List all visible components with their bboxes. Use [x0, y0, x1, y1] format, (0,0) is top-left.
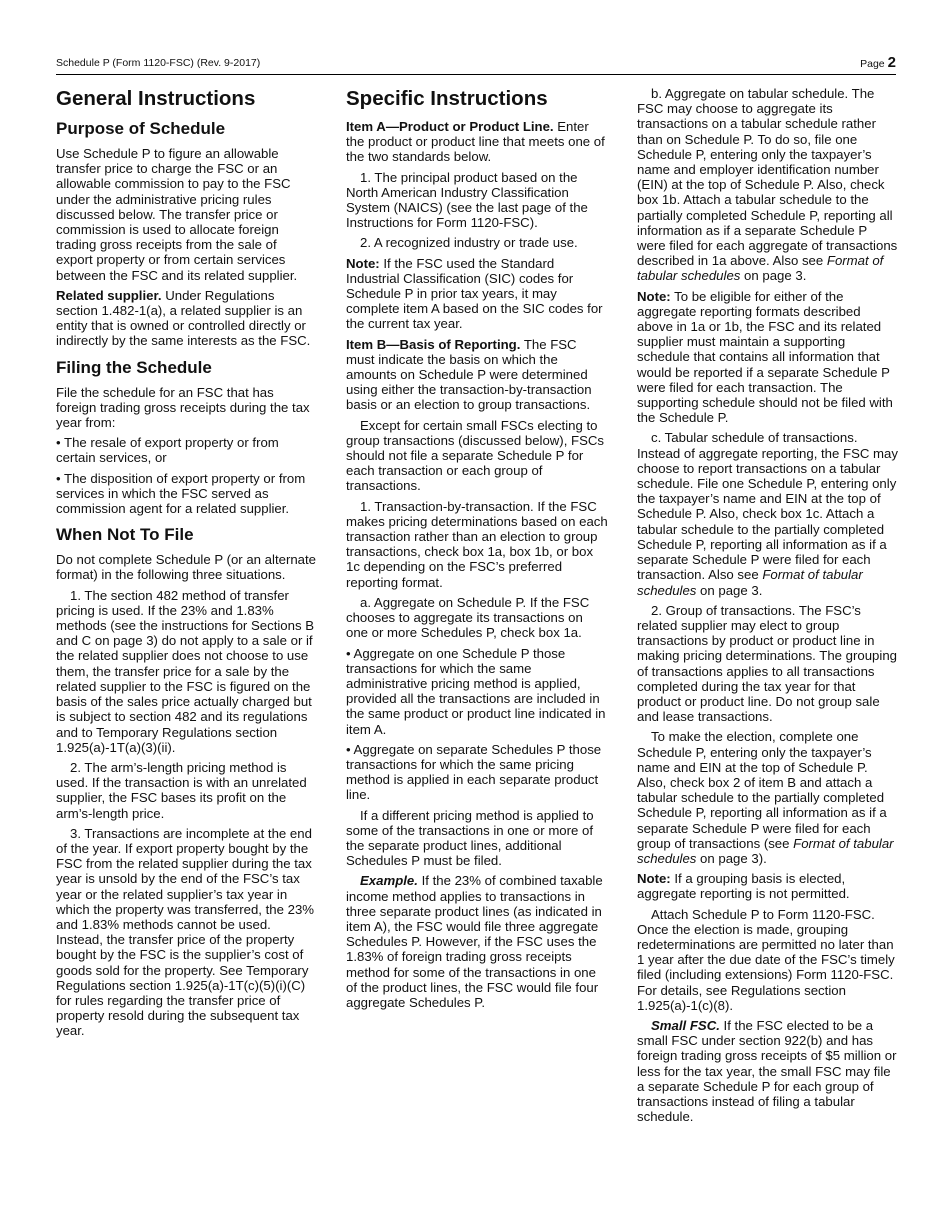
note-lead: Note: — [637, 288, 671, 304]
column-specific-instructions — [346, 84, 608, 1015]
note-lead: Note: — [346, 255, 380, 271]
filing-heading: Filing the Schedule — [56, 357, 212, 377]
page-label: Page — [860, 58, 885, 70]
related-supplier-text: Under Regulations section 1.482-1(a), a related supplier is an entity that is owned or controlled directly or indirectly by the same interests as the FSC. — [56, 287, 311, 349]
aggregate-tabular-text: b. Aggregate on tabular schedule. The FSC may choose to aggregate its transactions on a tabular schedule rather than on Schedule P. To do so, file one Schedule P, entering only the taxpayer’s name and employer identification number (EIN) at the top of Schedule P. Also, check box 1b. Attach a tabular schedule to the partially completed Schedule P, reporting all information as if a separate Schedule P were filed for each aggregate of transactions described in 1a above. Also see — [637, 86, 898, 269]
purpose-paragraph: Use Schedule P to figure an allowable transfer price to charge the FSC or an allowable commission to pay to the FSC under the administrative pricing rules discussed below. The transfer price or commission is used to allocate foreign trading gross receipts from the sale of export property or from certain services between the FSC and its related supplier. — [56, 146, 298, 283]
when-not-to-file-heading: When Not To File — [56, 525, 194, 545]
note-text: If a grouping basis is elected, aggregate reporting is not permitted. — [637, 871, 850, 902]
transaction-by-transaction-paragraph: 1. Transaction-by-transaction. If the FSC makes pricing determinations based on each transaction rather than an election to group transactions, check box 1a, box 1b, or box 1c depending on the FSC’s preferred reporting format. — [346, 498, 608, 590]
note-lead: Note: — [637, 871, 671, 887]
general-instructions-heading: General Instructions — [56, 87, 256, 110]
column-general-instructions — [56, 84, 316, 1044]
page-number: 2 — [887, 54, 896, 71]
item-b-paragraph — [346, 337, 608, 413]
note-text: To be eligible for either of the aggregate reporting formats described above in 1a or 1b, the FSC and its related supplier must maintain a supporting schedule that contains all information that would be reported if a separate Schedule P were filed for each transaction. The supporting schedule should not be filed with the Schedule P. — [637, 288, 893, 426]
form-label: Schedule P (Form 1120-FSC) (Rev. 9-2017) — [56, 57, 261, 69]
tabular-transactions-paragraph — [637, 430, 899, 597]
group-of-transactions-paragraph: 2. Group of transactions. The FSC’s related supplier may elect to group transactions by product or product line in making pricing determinations. The grouping of transactions applies to all transactions completed during the tax year for that product or product line. Do not group sale and lease transactions. — [637, 602, 897, 725]
small-fsc-text: If the FSC elected to be a small FSC under section 922(b) and has foreign trading gross receipts of $5 million or less for the tax year, the small FSC may file a separate Schedule P for each group of transactions instead of filing a tabular schedule. — [637, 1017, 897, 1125]
related-supplier-paragraph — [56, 288, 316, 349]
tabular-transactions-end: on page 3. — [696, 582, 763, 598]
purpose-heading: Purpose of Schedule — [56, 119, 226, 138]
when-item-1: 1. The section 482 method of transfer pricing is used. If the 23% and 1.83% methods (see the instructions for Sections B and C on page 3) do not apply to a sale or if the related supplier does not choose to use them, the transfer price for a sale by the related supplier to the FSC is figured on the basis of the sales price actually charged but is subject to section 482 and its regulations and to Temporary Regulations section 1.925(a)-1T(a)(3)(ii). — [56, 587, 315, 755]
aggregate-tabular-paragraph — [637, 86, 899, 284]
format-reference: Format of tabular schedules — [637, 253, 884, 284]
election-end: on page 3). — [696, 850, 767, 866]
note-eligibility-paragraph — [637, 289, 899, 426]
related-supplier-lead: Related supplier. — [56, 287, 162, 303]
filing-paragraph: File the schedule for an FSC that has foreign trading gross receipts during the tax year from: — [56, 384, 310, 431]
item-a-standard-2: 2. A recognized industry or trade use. — [360, 235, 578, 251]
aggregate-bullet: • Aggregate on one Schedule P those transactions for which the same administrative pricing method is applied, provided all the transactions are included in the same product or product line indicated in item A. — [346, 645, 606, 737]
small-fsc-paragraph — [637, 1018, 899, 1124]
format-reference: Format of tabular schedules — [637, 567, 863, 598]
aggregate-bullet: • Aggregate on separate Schedules P those transactions for which the same pricing method is applied in each separate product line. — [346, 741, 602, 803]
tabular-transactions-text: c. Tabular schedule of transactions. Instead of aggregate reporting, the FSC may choose to report transactions on a tabular schedule. File one Schedule P, entering only the taxpayer’s name and EIN at the top of Schedule P. Also, check box 1c. Attach a tabular schedule to the partially completed Schedule P, reporting all information as if a separate Schedule P were filed for each transaction. Also see — [637, 430, 898, 583]
specific-instructions-heading: Specific Instructions — [346, 87, 548, 110]
different-method-paragraph: If a different pricing method is applied to some of the transactions in one or more of the separate product lines, additional Schedules P must be filed. — [346, 807, 594, 869]
small-fsc-lead: Small FSC. — [651, 1017, 720, 1033]
except-paragraph: Except for certain small FSCs electing to group transactions (discussed below), FSCs should not file a separate Schedule P for each transaction or each group of transactions. — [346, 417, 604, 494]
item-a-lead: Item A—Product or Product Line. — [346, 119, 554, 134]
page-header — [56, 52, 896, 75]
filing-bullet: • The disposition of export property or from services in which the FSC served as commission agent for a related supplier. — [56, 470, 306, 517]
election-paragraph — [637, 729, 899, 866]
note-sic-paragraph — [346, 256, 608, 332]
item-b-lead: Item B—Basis of Reporting. — [346, 336, 521, 352]
election-text: To make the election, complete one Schedule P, entering only the taxpayer’s name and EIN at the top of Schedule P. Also, check box 2 of item B and attach a tabular schedule to the partially completed Schedule P, reporting all information as if a separate Schedule P were filed for each group of transactions (see — [637, 729, 887, 851]
when-item-2: 2. The arm’s-length pricing method is used. If the transaction is with an unrelated supplier, the FSC bases its profit on the arm’s-length price. — [56, 759, 307, 821]
example-paragraph — [346, 873, 608, 1010]
when-not-to-file-paragraph: Do not complete Schedule P (or an alternate format) in the following three situations. — [56, 552, 317, 583]
note-grouping-paragraph — [637, 871, 899, 901]
item-a-paragraph — [346, 119, 608, 165]
note-text: If the FSC used the Standard Industrial Classification (SIC) codes for Schedule P in prior tax years, it may complete item A based on the SIC codes for the current tax year. — [346, 255, 603, 332]
format-reference: Format of tabular schedules — [637, 835, 894, 866]
item-a-text: Enter the product or product line that meets one of the two standards below. — [346, 119, 605, 165]
item-a-standard-1: 1. The principal product based on the North American Industry Classification System (NAICS) (see the last page of the Instructions for Form 1120-FSC). — [346, 169, 588, 231]
aggregate-on-schedule-paragraph: a. Aggregate on Schedule P. If the FSC chooses to aggregate its transactions on one or more Schedules P, check box 1a. — [346, 594, 590, 641]
aggregate-tabular-end: on page 3. — [740, 268, 807, 284]
filing-bullet: • The resale of export property or from certain services, or — [56, 435, 279, 466]
page-indicator — [860, 54, 896, 71]
item-b-text: The FSC must indicate the basis on which the amounts on Schedule P were determined using either the transaction-by-transaction basis or an election to group transactions. — [346, 336, 592, 413]
column-specific-continued — [637, 86, 899, 1129]
when-item-3: 3. Transactions are incomplete at the end of the year. If export property bought by the FSC from the related supplier during the tax year is unsold by the end of the FSC’s tax year or the related supplier’s tax year in which the property was transferred, the 23% and 1.83% methods cannot be used. Instead, the transfer price of the property bought by the FSC is the supplier’s cost of goods sold for the property. See Temporary Regulations section 1.925(a)-1T(c)(5)(i)(C) for rules regarding the transfer price of property resold during the subsequent tax year. — [56, 825, 315, 1039]
example-text: If the 23% of combined taxable income method applies to transactions in three separate product lines (as indicated in item A), the FSC would file three aggregate Schedules P. However, if the FSC uses the 1.83% of foreign trading gross receipts method for some of the transactions in one of the product lines, the FSC would file four aggregate Schedules P. — [346, 873, 603, 1010]
example-lead: Example. — [360, 873, 418, 889]
attach-paragraph: Attach Schedule P to Form 1120-FSC. Once the election is made, grouping redeterminations are permitted no later than 1 year after the due date of the FSC’s timely filed (including extensions) Form 1120-FSC. For details, see Regulations section 1.925(a)-1(c)(8). — [637, 906, 895, 1013]
